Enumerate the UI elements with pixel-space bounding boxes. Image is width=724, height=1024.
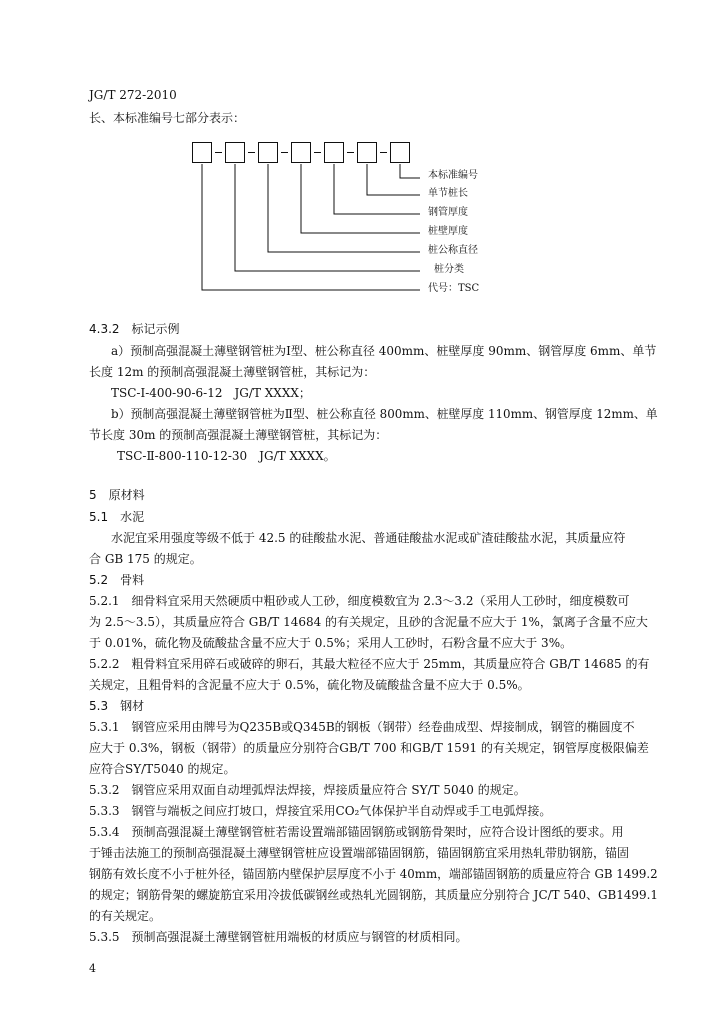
para-5-3-2: 5.3.2 钢管应采用双面自动埋弧焊法焊接，焊接质量应符合 SY/T 5040 的规定。	[89, 783, 526, 797]
para-5-3-1-line1: 5.3.1 钢管应采用由牌号为Q235B或Q345B的钢板（钢带）经卷曲成型、焊接制成，钢管的椭圆度不	[89, 720, 635, 734]
intro-text: 长、本标准编号七部分表示：	[89, 111, 246, 125]
para-5-1-line1: 水泥宜采用强度等级不低于 42.5 的硅酸盐水泥、普通硅酸盐水泥或矿渣硅酸盐水泥，其质量应符	[111, 531, 626, 545]
para-5-3-4-line2: 于锤击法施工的预制高强混凝土薄壁钢管桩应设置端部锚固钢筋，锚固钢筋宜采用热轧带肋钢筋，锚固	[89, 846, 630, 860]
example-a-line2: 长度 12m 的预制高强混凝土薄壁钢管桩，其标记为：	[89, 365, 376, 379]
para-5-3-4-line1: 5.3.4 预制高强混凝土薄壁钢管桩若需设置端部锚固钢筋或钢筋骨架时，应符合设计图纸的要求。用	[89, 825, 624, 839]
diagram-label-code: 代号：TSC	[428, 283, 480, 294]
para-5-3-1-line3: 应符合SY/T5040 的规定。	[89, 762, 236, 776]
para-5-3-5: 5.3.5 预制高强混凝土薄壁钢管桩用端板的材质应与钢管的材质相同。	[89, 930, 468, 944]
section-title-5-3: 5.3 钢材	[89, 699, 145, 713]
section-title-5-1: 5.1 水泥	[89, 510, 145, 524]
example-b-line1: b）预制高强混凝土薄壁钢管桩为Ⅱ型、桩公称直径 800mm、桩壁厚度 110mm、钢管厚度 12mm、单	[111, 407, 658, 421]
para-5-3-4-line3: 钢筋有效长度不小于桩外径，锚固筋内壁保护层厚度不小于 40mm，端部锚固钢筋的质量应符合 GB 1499.2	[89, 867, 658, 881]
para-5-2-1-line1: 5.2.1 细骨料宜采用天然硬质中粗砂或人工砂，细度模数宜为 2.3～3.2（采用人工砂时，细度模数可	[89, 594, 630, 608]
para-5-3-4-line5: 的有关规定。	[89, 909, 162, 923]
diagram-label-nominal-diameter: 桩公称直径	[428, 245, 478, 256]
diagram-label-segment-length: 单节桩长	[428, 188, 468, 199]
para-5-2-2-line1: 5.2.2 粗骨料宜采用碎石或破碎的卵石，其最大粒径不应大于 25mm，其质量应符合 GB/T 14685 的有	[89, 657, 650, 671]
page-number: 4	[89, 962, 96, 975]
standard-code: JG/T 272-2010	[89, 88, 177, 102]
section-title-4-3-2: 4.3.2 标记示例	[89, 322, 180, 336]
diagram-label-wall-thickness: 桩壁厚度	[428, 226, 468, 237]
diagram-label-steel-thickness: 钢管厚度	[428, 207, 468, 218]
para-5-3-1-line2: 应大于 0.3%，钢板（钢带）的质量应分别符合GB/T 700 和GB/T 1591 的有关规定，钢管厚度极限偏差	[89, 741, 649, 755]
section-title-5: 5 原材料	[89, 488, 145, 502]
para-5-3-3: 5.3.3 钢管与端板之间应打坡口，焊接宜采用CO₂气体保护半自动焊或手工电弧焊接。	[89, 804, 552, 818]
leader-lines	[0, 0, 724, 320]
para-5-2-1-line3: 于 0.01%，硫化物及硫酸盐含量不应大于 0.5%；采用人工砂时，石粉含量不应大于 3%。	[89, 636, 573, 650]
example-a-code: TSC-Ⅰ-400-90-6-12 JG/T XXXX；	[111, 386, 311, 400]
section-title-5-2: 5.2 骨料	[89, 573, 145, 587]
diagram-label-standard-number: 本标准编号	[428, 170, 478, 181]
example-b-code: TSC-Ⅱ-800-110-12-30 JG/T XXXX。	[117, 449, 336, 463]
example-a-line1: a）预制高强混凝土薄壁钢管桩为Ⅰ型、桩公称直径 400mm、桩壁厚度 90mm、钢管厚度 6mm、单节	[111, 344, 657, 358]
diagram-label-pile-type: 桩分类	[434, 264, 464, 275]
example-b-line2: 节长度 30m 的预制高强混凝土薄壁钢管桩，其标记为：	[89, 428, 388, 442]
para-5-2-2-line2: 关规定，且粗骨料的含泥量不应大于 0.5%，硫化物及硫酸盐含量不应大于 0.5%。	[89, 678, 530, 692]
para-5-1-line2: 合 GB 175 的规定。	[89, 552, 202, 566]
para-5-2-1-line2: 为 2.5～3.5），其质量应符合 GB/T 14684 的有关规定，且砂的含泥量不应大于 1%，氯离子含量不应大	[89, 615, 648, 629]
para-5-3-4-line4: 的规定；钢筋骨架的螺旋筋宜采用冷拔低碳钢丝或热轧光圆钢筋，其质量应分别符合 JC/T 540、GB1499.1	[89, 888, 658, 902]
